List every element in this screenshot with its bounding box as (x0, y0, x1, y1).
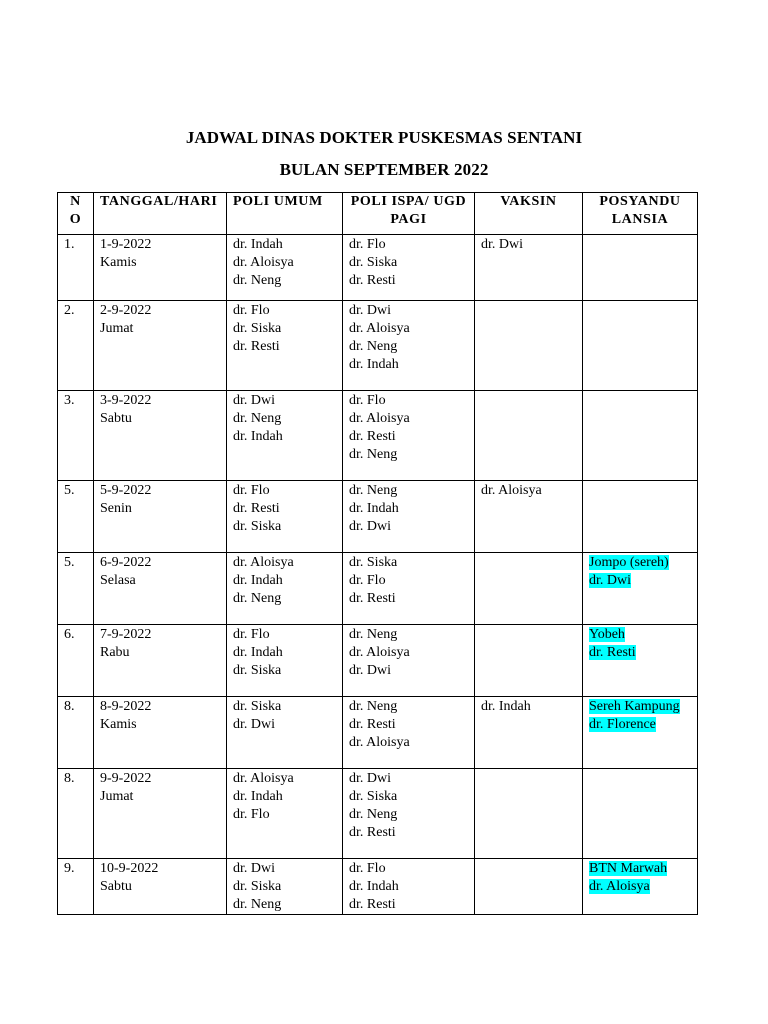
cell-posyandu (583, 301, 698, 391)
doctor-name: dr. Siska (233, 321, 282, 336)
doctor-name: dr. Aloisya (349, 735, 410, 750)
row-date: 5-9-2022 (100, 483, 152, 498)
doctor-name: dr. Resti (233, 501, 280, 516)
cell-tanggal (94, 235, 227, 301)
row-date: 7-9-2022 (100, 627, 152, 642)
cell-vaksin (475, 859, 583, 915)
doctor-name: dr. Aloisya (233, 771, 294, 786)
doctor-name: dr. Flo (349, 861, 386, 876)
cell-posyandu (583, 391, 698, 481)
cell-tanggal (94, 301, 227, 391)
cell-poli-ispa (343, 481, 475, 553)
cell-posyandu (583, 553, 698, 625)
doctor-name: dr. Aloisya (233, 255, 294, 270)
cell-no (58, 859, 94, 915)
doctor-name: dr. Indah (233, 789, 283, 804)
cell-poli-umum (227, 235, 343, 301)
doctor-name: dr. Neng (349, 447, 398, 462)
row-day: Jumat (100, 789, 134, 804)
cell-no (58, 553, 94, 625)
table-row (58, 553, 698, 625)
row-date: 6-9-2022 (100, 555, 152, 570)
doctor-name: dr. Flo (233, 627, 270, 642)
cell-poli-umum (227, 697, 343, 769)
posyandu-entry (589, 716, 691, 734)
doctor-name: dr. Resti (349, 717, 396, 732)
schedule-table (57, 192, 698, 915)
cell-tanggal (94, 859, 227, 915)
row-day: Rabu (100, 645, 130, 660)
cell-poli-umum (227, 769, 343, 859)
doctor-name: dr. Neng (349, 699, 398, 714)
doctor-name: dr. Neng (233, 897, 282, 912)
doctor-name: dr. Dwi (481, 237, 523, 252)
doctor-name: dr. Resti (349, 825, 396, 840)
cell-no (58, 391, 94, 481)
doctor-name: dr. Siska (233, 879, 282, 894)
doctor-name: dr. Siska (349, 789, 398, 804)
doctor-name: dr. Resti (349, 591, 396, 606)
doctor-name: dr. Neng (349, 627, 398, 642)
posyandu-entry (589, 554, 691, 572)
row-number: 9. (64, 861, 75, 876)
doctor-name: dr. Indah (349, 501, 399, 516)
posyandu-entry (589, 626, 691, 644)
cell-vaksin (475, 301, 583, 391)
doctor-name: dr. Indah (349, 879, 399, 894)
row-number: 8. (64, 699, 75, 714)
table-row (58, 769, 698, 859)
cell-poli-ispa (343, 769, 475, 859)
doctor-name: dr. Aloisya (349, 411, 410, 426)
header-no (58, 193, 94, 235)
doctor-name: dr. Resti (349, 273, 396, 288)
cell-tanggal (94, 769, 227, 859)
doctor-name: dr. Dwi (233, 861, 275, 876)
cell-poli-ispa (343, 697, 475, 769)
doctor-name: dr. Dwi (349, 663, 391, 678)
doctor-name: dr. Indah (233, 573, 283, 588)
doctor-name: dr. Flo (233, 303, 270, 318)
header-poli-umum: POLI UMUM (227, 193, 343, 235)
doctor-name: dr. Siska (233, 699, 282, 714)
row-number: 1. (64, 237, 75, 252)
doctor-name: dr. Resti (349, 897, 396, 912)
row-number: 5. (64, 555, 75, 570)
table-row (58, 859, 698, 915)
row-number: 2. (64, 303, 75, 318)
header-posyandu-line1: POSYANDU (599, 194, 681, 209)
cell-tanggal (94, 697, 227, 769)
row-day: Kamis (100, 717, 137, 732)
row-date: 10-9-2022 (100, 861, 159, 876)
cell-no (58, 769, 94, 859)
row-number: 3. (64, 393, 75, 408)
posyandu-entry (589, 698, 691, 716)
cell-vaksin (475, 235, 583, 301)
doctor-name: dr. Aloisya (349, 645, 410, 660)
posyandu-entry (589, 860, 691, 878)
doctor-name: dr. Resti (349, 429, 396, 444)
row-date: 1-9-2022 (100, 237, 152, 252)
row-date: 9-9-2022 (100, 771, 152, 786)
doctor-name: dr. Flo (233, 807, 270, 822)
cell-poli-umum (227, 301, 343, 391)
cell-posyandu (583, 625, 698, 697)
cell-no (58, 481, 94, 553)
table-row (58, 625, 698, 697)
doctor-name: dr. Dwi (349, 771, 391, 786)
row-number: 5. (64, 483, 75, 498)
cell-no (58, 235, 94, 301)
cell-poli-umum (227, 553, 343, 625)
document-subtitle: BULAN SEPTEMBER 2022 (279, 160, 489, 179)
cell-tanggal (94, 625, 227, 697)
cell-poli-umum (227, 859, 343, 915)
doctor-name: dr. Siska (349, 255, 398, 270)
row-day: Kamis (100, 255, 137, 270)
doctor-name: dr. Flo (349, 573, 386, 588)
cell-tanggal (94, 481, 227, 553)
header-row (58, 193, 698, 235)
header-no-line1: N (70, 194, 81, 209)
doctor-name: dr. Dwi (349, 303, 391, 318)
doctor-name: dr. Indah (349, 357, 399, 372)
header-poli-ispa-line2: PAGI (390, 212, 427, 227)
cell-poli-ispa (343, 553, 475, 625)
row-day: Selasa (100, 573, 136, 588)
doctor-name: dr. Flo (349, 237, 386, 252)
doctor-name: dr. Indah (233, 237, 283, 252)
doctor-name: dr. Resti (233, 339, 280, 354)
document-title: JADWAL DINAS DOKTER PUSKESMAS SENTANI (185, 128, 583, 147)
doctor-name: dr. Indah (481, 699, 531, 714)
cell-poli-ispa (343, 859, 475, 915)
cell-no (58, 301, 94, 391)
doctor-name: dr. Flo (349, 393, 386, 408)
header-no-line2: O (69, 212, 82, 227)
doctor-name: dr. Flo (233, 483, 270, 498)
cell-no (58, 625, 94, 697)
doctor-name: dr. Indah (233, 645, 283, 660)
cell-poli-umum (227, 481, 343, 553)
doctor-name: dr. Neng (233, 273, 282, 288)
cell-no (58, 697, 94, 769)
header-vaksin: VAKSIN (475, 193, 583, 235)
row-number: 6. (64, 627, 75, 642)
posyandu-entry (589, 878, 691, 896)
doctor-name: dr. Neng (349, 807, 398, 822)
posyandu-entry-text: dr. Florence (589, 717, 656, 732)
cell-posyandu (583, 697, 698, 769)
cell-posyandu (583, 235, 698, 301)
table-row (58, 697, 698, 769)
doctor-name: dr. Neng (233, 411, 282, 426)
cell-poli-ispa (343, 391, 475, 481)
doctor-name: dr. Indah (233, 429, 283, 444)
table-row (58, 481, 698, 553)
doctor-name: dr. Aloisya (481, 483, 542, 498)
row-day: Sabtu (100, 879, 132, 894)
cell-poli-umum (227, 625, 343, 697)
header-poli-ispa-line1: POLI ISPA/ UGD (350, 194, 467, 209)
posyandu-entry-text: dr. Dwi (589, 573, 631, 588)
cell-tanggal (94, 391, 227, 481)
header-posyandu (583, 193, 698, 235)
row-date: 8-9-2022 (100, 699, 152, 714)
cell-vaksin (475, 625, 583, 697)
doctor-name: dr. Siska (349, 555, 398, 570)
cell-vaksin (475, 391, 583, 481)
cell-poli-ispa (343, 301, 475, 391)
cell-poli-ispa (343, 235, 475, 301)
cell-poli-umum (227, 391, 343, 481)
posyandu-entry-text: Yobeh (589, 627, 625, 642)
posyandu-entry-text: Sereh Kampung (589, 699, 680, 714)
row-date: 3-9-2022 (100, 393, 152, 408)
doctor-name: dr. Neng (349, 483, 398, 498)
doctor-name: dr. Neng (233, 591, 282, 606)
cell-poli-ispa (343, 625, 475, 697)
header-tanggal: TANGGAL/HARI (94, 193, 227, 235)
doctor-name: dr. Aloisya (233, 555, 294, 570)
cell-posyandu (583, 769, 698, 859)
cell-vaksin (475, 553, 583, 625)
row-day: Senin (100, 501, 132, 516)
table-row (58, 301, 698, 391)
cell-vaksin (475, 697, 583, 769)
posyandu-entry-text: dr. Aloisya (589, 879, 650, 894)
row-number: 8. (64, 771, 75, 786)
doctor-name: dr. Siska (233, 663, 282, 678)
posyandu-entry-text: dr. Resti (589, 645, 636, 660)
posyandu-entry-text: BTN Marwah (589, 861, 668, 876)
doctor-name: dr. Dwi (349, 519, 391, 534)
cell-tanggal (94, 553, 227, 625)
row-day: Jumat (100, 321, 134, 336)
header-posyandu-line2: LANSIA (611, 212, 669, 227)
cell-vaksin (475, 769, 583, 859)
cell-posyandu (583, 481, 698, 553)
doctor-name: dr. Dwi (233, 717, 275, 732)
posyandu-entry-text: Jompo (sereh) (589, 555, 669, 570)
table-row (58, 391, 698, 481)
row-date: 2-9-2022 (100, 303, 152, 318)
doctor-name: dr. Neng (349, 339, 398, 354)
table-row (58, 235, 698, 301)
cell-posyandu (583, 859, 698, 915)
posyandu-entry (589, 644, 691, 662)
posyandu-entry (589, 572, 691, 590)
doctor-name: dr. Dwi (233, 393, 275, 408)
cell-vaksin (475, 481, 583, 553)
header-poli-ispa (343, 193, 475, 235)
row-day: Sabtu (100, 411, 132, 426)
doctor-name: dr. Siska (233, 519, 282, 534)
doctor-name: dr. Aloisya (349, 321, 410, 336)
